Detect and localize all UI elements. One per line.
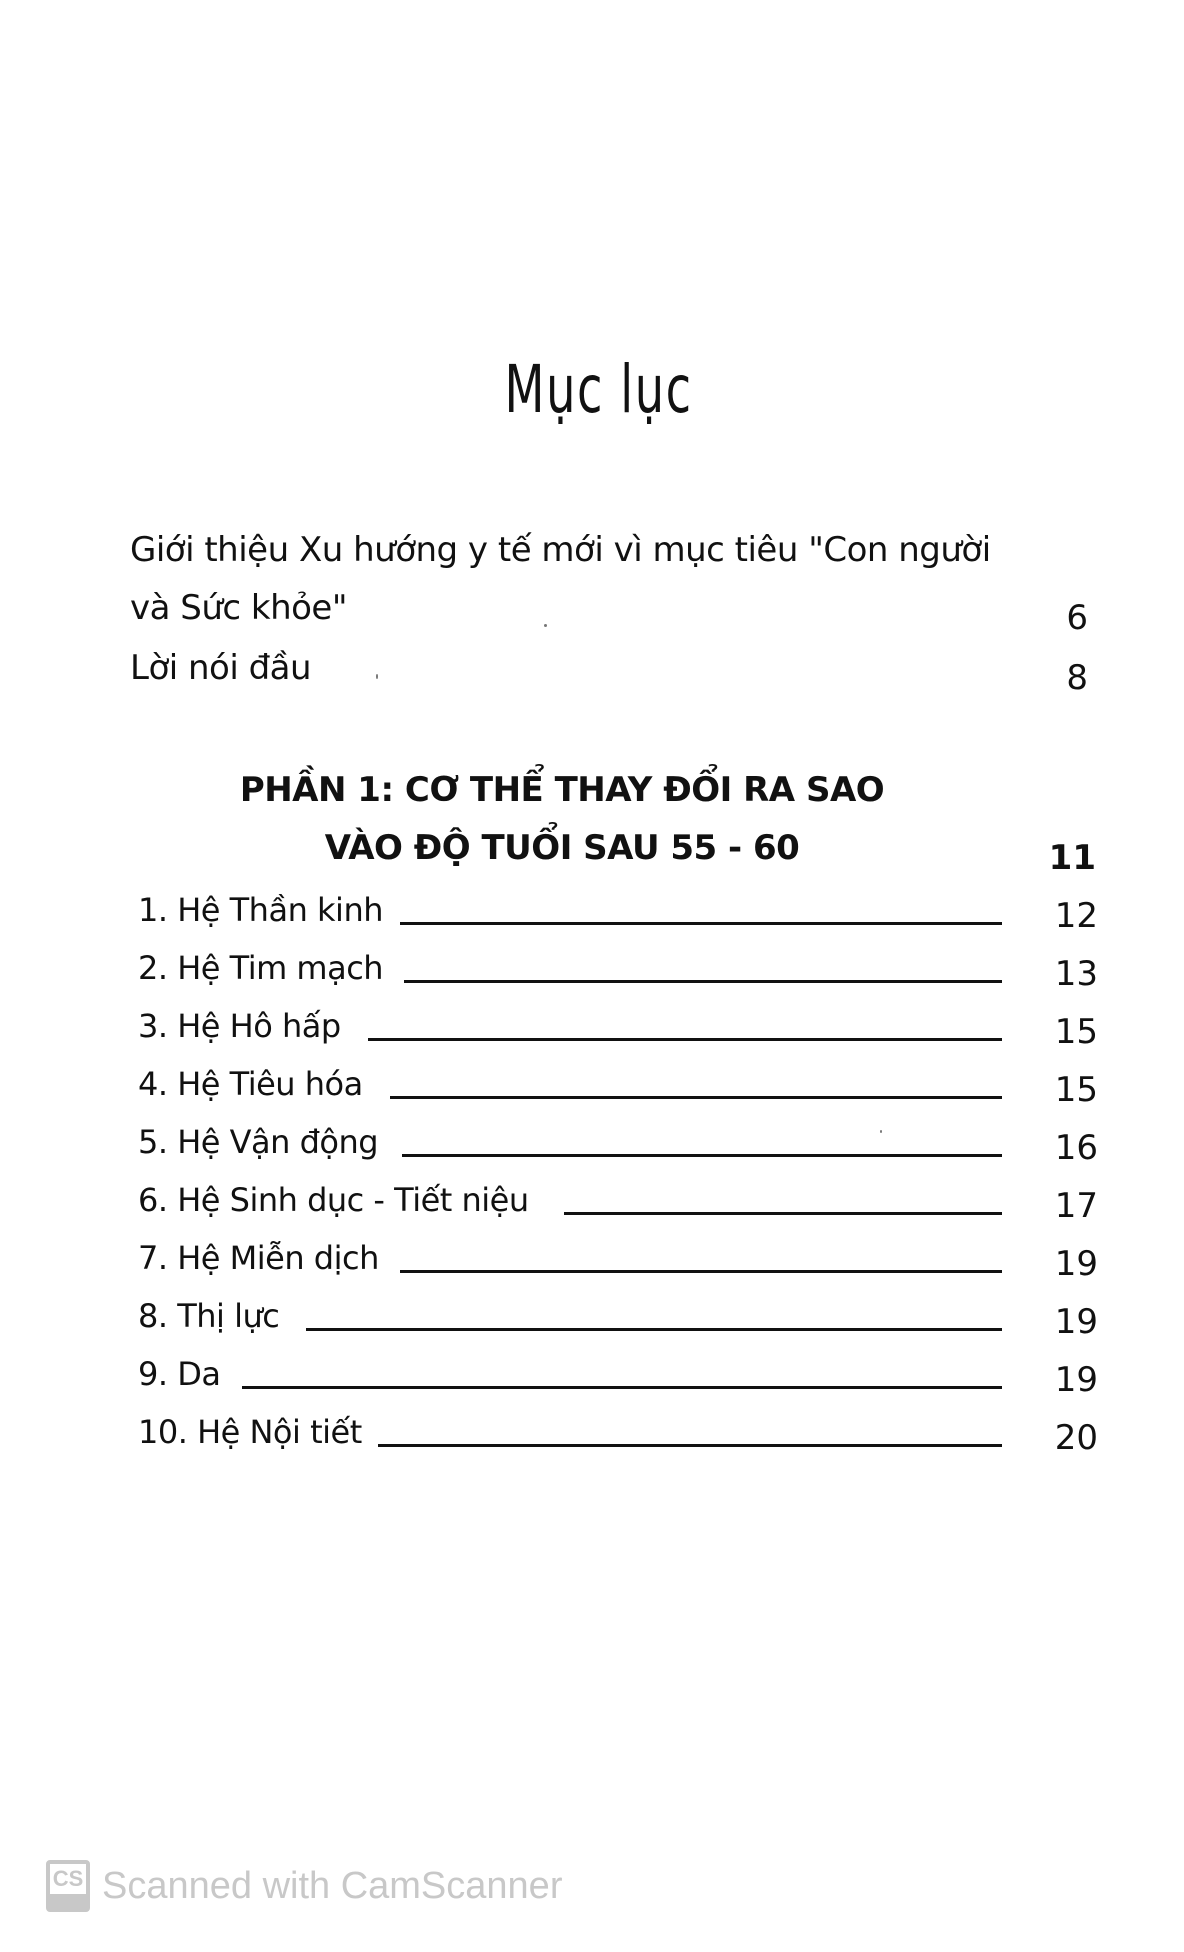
toc-item-page: 13	[1054, 954, 1098, 994]
toc-item-label: 1. Hệ Thần kinh	[138, 891, 383, 929]
scan-speck	[880, 1130, 882, 1133]
leader-line	[242, 1386, 1002, 1389]
part-page-number: 11	[1048, 838, 1096, 878]
intro-entry-2-label: Lời nói đầu	[130, 648, 312, 688]
leader-line	[404, 980, 1002, 983]
toc-item	[138, 1006, 1098, 1050]
part-heading-line-1: PHẦN 1: CƠ THỂ THAY ĐỔI RA SAO	[239, 770, 885, 810]
toc-item-label: 7. Hệ Miễn dịch	[138, 1239, 379, 1277]
toc-item-page: 17	[1054, 1186, 1098, 1226]
camscanner-watermark	[46, 1858, 562, 1914]
leader-line	[306, 1328, 1002, 1331]
toc-item-label: 10. Hệ Nội tiết	[138, 1413, 362, 1451]
toc-item-page: 15	[1054, 1070, 1098, 1110]
toc-item-page: 20	[1054, 1418, 1098, 1458]
intro-entry-1-page: 6	[1066, 598, 1088, 638]
toc-item	[138, 1296, 1098, 1340]
toc-item-label: 4. Hệ Tiêu hóa	[138, 1065, 363, 1103]
toc-item-label: 2. Hệ Tim mạch	[138, 949, 384, 987]
camscanner-logo-icon: CS	[46, 1860, 90, 1912]
toc-item-page: 19	[1054, 1244, 1098, 1284]
toc-item	[138, 1064, 1098, 1108]
toc-item-label: 5. Hệ Vận động	[138, 1123, 379, 1161]
intro-entry-2-page: 8	[1066, 658, 1088, 698]
toc-item	[138, 948, 1098, 992]
toc-item	[138, 1238, 1098, 1282]
intro-entry-1-line-2: và Sức khỏe"	[130, 588, 347, 628]
watermark-text: Scanned with CamScanner	[102, 1865, 563, 1907]
part-heading-line-2: VÀO ĐỘ TUỔI SAU 55 - 60	[324, 828, 800, 868]
page-title: Mục lục	[504, 351, 693, 428]
leader-line	[390, 1096, 1002, 1099]
toc-item-label: 9. Da	[138, 1355, 221, 1393]
toc-item-page: 16	[1054, 1128, 1098, 1168]
toc-item	[138, 1354, 1098, 1398]
toc-item-label: 3. Hệ Hô hấp	[138, 1007, 341, 1045]
intro-entry-1-line-1: Giới thiệu Xu hướng y tế mới vì mục tiêu "Con người	[130, 530, 991, 570]
leader-line	[564, 1212, 1002, 1215]
toc-item-page: 19	[1054, 1302, 1098, 1342]
leader-line	[402, 1154, 1002, 1157]
scan-speck	[376, 674, 378, 679]
scan-speck	[544, 624, 547, 627]
toc-item-page: 12	[1054, 896, 1098, 936]
toc-item-label: 8. Thị lực	[138, 1297, 280, 1335]
leader-line	[378, 1444, 1002, 1447]
leader-line	[400, 1270, 1002, 1273]
toc-item	[138, 1412, 1098, 1456]
toc-item	[138, 1122, 1098, 1166]
toc-item-label: 6. Hệ Sinh dục - Tiết niệu	[138, 1181, 529, 1219]
toc-item	[138, 1180, 1098, 1224]
toc-item-page: 15	[1054, 1012, 1098, 1052]
leader-line	[368, 1038, 1002, 1041]
toc-item-page: 19	[1054, 1360, 1098, 1400]
toc-item	[138, 890, 1098, 934]
leader-line	[400, 922, 1002, 925]
